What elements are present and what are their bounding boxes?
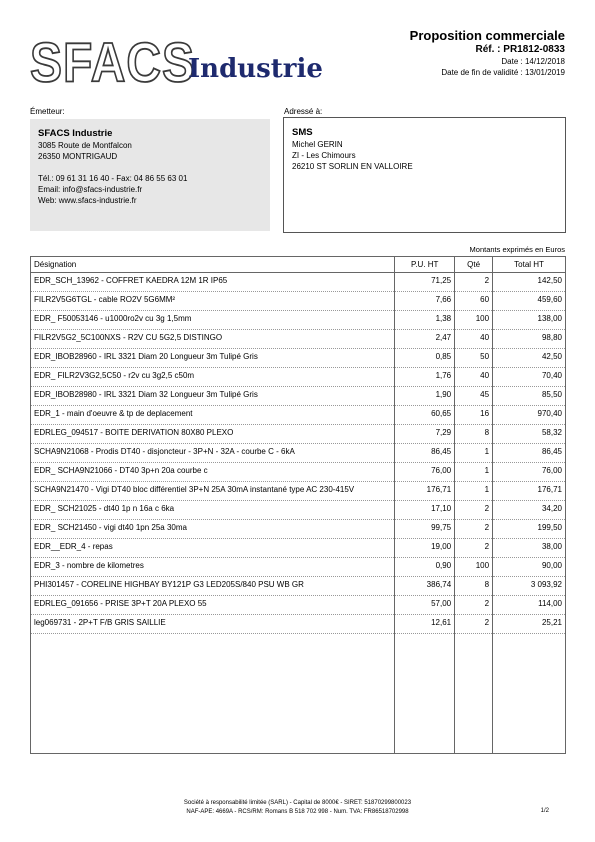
item-quantity: 40 (455, 330, 493, 349)
recipient-box (283, 117, 566, 233)
item-unit-price: 12,61 (395, 615, 455, 634)
table-row (31, 406, 566, 425)
document-reference: Réf. : PR1812-0833 (475, 44, 565, 55)
table-row (31, 520, 566, 539)
table-row (31, 577, 566, 596)
item-total: 86,45 (493, 444, 566, 463)
table-row (31, 387, 566, 406)
item-designation: EDR__EDR_4 - repas (31, 539, 395, 558)
item-quantity: 100 (455, 558, 493, 577)
filler-cell (493, 634, 566, 754)
item-unit-price: 386,74 (395, 577, 455, 596)
item-total: 199,50 (493, 520, 566, 539)
issuer-email: Email: info@sfacs-industrie.fr (38, 185, 143, 194)
item-total: 42,50 (493, 349, 566, 368)
item-quantity: 8 (455, 577, 493, 596)
table-row (31, 330, 566, 349)
item-designation: leg069731 - 2P+T F/B GRIS SAILLIE (31, 615, 395, 634)
item-unit-price: 1,90 (395, 387, 455, 406)
item-total: 138,00 (493, 311, 566, 330)
item-designation: SCHA9N21068 - Prodis DT40 - disjoncteur - 3P+N - 32A - courbe C - 6kA (31, 444, 395, 463)
item-designation: EDR_IBOB28960 - IRL 3321 Diam 20 Longueur 3m Tulipé Gris (31, 349, 395, 368)
item-quantity: 2 (455, 539, 493, 558)
item-total: 34,20 (493, 501, 566, 520)
column-header-unit-price: P.U. HT (395, 257, 455, 273)
table-row (31, 539, 566, 558)
item-unit-price: 7,29 (395, 425, 455, 444)
filler-cell (31, 634, 395, 754)
item-unit-price: 60,65 (395, 406, 455, 425)
item-quantity: 2 (455, 273, 493, 292)
recipient-label: Adressé à: (284, 107, 323, 116)
item-quantity: 40 (455, 368, 493, 387)
table-row (31, 349, 566, 368)
item-total: 38,00 (493, 539, 566, 558)
item-total: 459,60 (493, 292, 566, 311)
item-quantity: 2 (455, 615, 493, 634)
item-total: 98,80 (493, 330, 566, 349)
item-quantity: 100 (455, 311, 493, 330)
item-quantity: 8 (455, 425, 493, 444)
document-date: Date : 14/12/2018 (501, 57, 565, 66)
currency-note: Montants exprimés en Euros (469, 245, 565, 254)
table-row (31, 596, 566, 615)
issuer-website: Web: www.sfacs-industrie.fr (38, 196, 137, 205)
legal-footer (0, 799, 595, 817)
item-quantity: 60 (455, 292, 493, 311)
item-unit-price: 0,90 (395, 558, 455, 577)
recipient-address-line2: 26210 ST SORLIN EN VALLOIRE (292, 162, 413, 171)
item-total: 25,21 (493, 615, 566, 634)
issuer-name: SFACS Industrie (38, 128, 113, 139)
table-row (31, 425, 566, 444)
issuer-label: Émetteur: (30, 107, 65, 116)
column-header-designation: Désignation (31, 257, 395, 273)
item-designation: EDRLEG_094517 - BOITE DERIVATION 80X80 PLEXO (31, 425, 395, 444)
table-row (31, 273, 566, 292)
recipient-address-line1: ZI - Les Chimours (292, 151, 356, 160)
table-row (31, 292, 566, 311)
item-designation: EDR_ SCHA9N21066 - DT40 3p+n 20a courbe c (31, 463, 395, 482)
item-quantity: 45 (455, 387, 493, 406)
item-designation: EDRLEG_091656 - PRISE 3P+T 20A PLEXO 55 (31, 596, 395, 615)
item-designation: PHI301457 - CORELINE HIGHBAY BY121P G3 LED205S/840 PSU WB GR (31, 577, 395, 596)
item-total: 114,00 (493, 596, 566, 615)
item-quantity: 16 (455, 406, 493, 425)
recipient-contact: Michel GERIN (292, 140, 343, 149)
issuer-address-line2: 26350 MONTRIGAUD (38, 152, 118, 161)
item-quantity: 1 (455, 444, 493, 463)
item-total: 176,71 (493, 482, 566, 501)
filler-cell (455, 634, 493, 754)
logo-suffix: Industrie (188, 54, 323, 84)
table-row (31, 615, 566, 634)
document-header (410, 28, 565, 77)
item-designation: EDR_3 - nombre de kilometres (31, 558, 395, 577)
item-unit-price: 76,00 (395, 463, 455, 482)
item-total: 90,00 (493, 558, 566, 577)
item-designation: EDR_ SCH21450 - vigi dt40 1pn 25a 30ma (31, 520, 395, 539)
footer-line-1: Société à responsabilité limitée (SARL) - Capital de 8000€ - SIRET: 51870299800023 (183, 800, 412, 806)
item-designation: EDR_IBOB28980 - IRL 3321 Diam 32 Longueur 3m Tulipé Gris (31, 387, 395, 406)
item-unit-price: 19,00 (395, 539, 455, 558)
item-unit-price: 99,75 (395, 520, 455, 539)
document-validity-date: Date de fin de validité : 13/01/2019 (441, 68, 565, 77)
item-total: 970,40 (493, 406, 566, 425)
item-unit-price: 176,71 (395, 482, 455, 501)
item-unit-price: 0,85 (395, 349, 455, 368)
table-row (31, 558, 566, 577)
table-row (31, 368, 566, 387)
item-unit-price: 57,00 (395, 596, 455, 615)
document-title: Proposition commerciale (409, 28, 565, 43)
issuer-address-line1: 3085 Route de Montfalcon (38, 141, 132, 150)
table-row (31, 501, 566, 520)
item-unit-price: 17,10 (395, 501, 455, 520)
item-quantity: 1 (455, 463, 493, 482)
table-row (31, 311, 566, 330)
item-unit-price: 7,66 (395, 292, 455, 311)
item-quantity: 1 (455, 482, 493, 501)
table-filler-row (31, 634, 566, 754)
item-unit-price: 1,76 (395, 368, 455, 387)
table-row (31, 444, 566, 463)
item-unit-price: 2,47 (395, 330, 455, 349)
column-header-quantity: Qté (455, 257, 493, 273)
item-total: 85,50 (493, 387, 566, 406)
item-quantity: 2 (455, 501, 493, 520)
item-unit-price: 1,38 (395, 311, 455, 330)
table-row (31, 463, 566, 482)
item-total: 58,32 (493, 425, 566, 444)
item-unit-price: 86,45 (395, 444, 455, 463)
item-total: 142,50 (493, 273, 566, 292)
items-table (30, 256, 566, 754)
item-designation: EDR_SCH_13962 - COFFRET KAEDRA 12M 1R IP65 (31, 273, 395, 292)
page-number: 1/2 (540, 808, 549, 814)
item-designation: EDR_ F50053146 - u1000ro2v cu 3g 1,5mm (31, 311, 395, 330)
item-designation: FILR2V5G2_5C100NXS - R2V CU 5G2,5 DISTINGO (31, 330, 395, 349)
item-designation: SCHA9N21470 - Vigi DT40 bloc différentiel 3P+N 25A 30mA instantané type AC 230-415V (31, 482, 395, 501)
item-quantity: 50 (455, 349, 493, 368)
table-header-row (31, 257, 566, 273)
item-designation: EDR_1 - main d'oeuvre & tp de deplacement (31, 406, 395, 425)
item-quantity: 2 (455, 596, 493, 615)
filler-cell (395, 634, 455, 754)
table-row (31, 482, 566, 501)
column-header-total: Total HT (493, 257, 566, 273)
company-logo (30, 30, 323, 95)
item-designation: EDR_ SCH21025 - dt40 1p n 16a c 6ka (31, 501, 395, 520)
item-designation: FILR2V5G6TGL - cable RO2V 5G6MM² (31, 292, 395, 311)
issuer-phone-fax: Tél.: 09 61 31 16 40 - Fax: 04 86 55 63 01 (38, 174, 188, 183)
logo-brand: SFACS (30, 33, 196, 95)
item-quantity: 2 (455, 520, 493, 539)
item-total: 70,40 (493, 368, 566, 387)
footer-line-2: NAF-APE: 4669A - RCS/RM: Romans B 518 702 998 - Num. TVA: FR86518702998 (186, 809, 409, 815)
item-total: 3 093,92 (493, 577, 566, 596)
item-unit-price: 71,25 (395, 273, 455, 292)
issuer-box (30, 119, 270, 231)
recipient-name: SMS (292, 127, 313, 138)
item-total: 76,00 (493, 463, 566, 482)
item-designation: EDR_ FILR2V3G2,5C50 - r2v cu 3g2,5 c50m (31, 368, 395, 387)
